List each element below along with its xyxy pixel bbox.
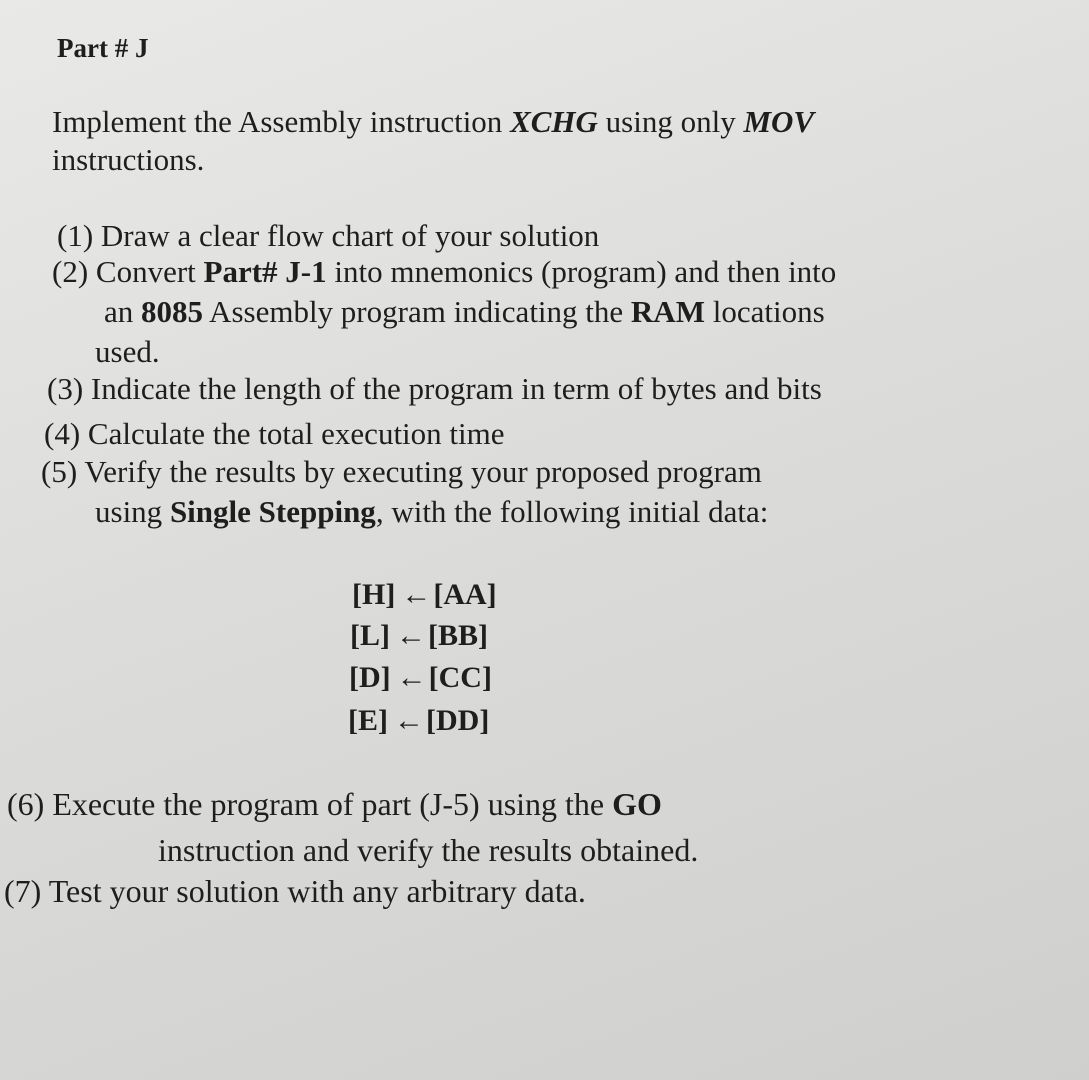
task-7: (7) Test your solution with any arbitrary data. bbox=[4, 873, 586, 909]
register-value: [AA] bbox=[433, 578, 497, 611]
task-1: (1) Draw a clear flow chart of your solution bbox=[57, 218, 600, 253]
task-text: using bbox=[95, 494, 170, 529]
task-2 bbox=[52, 254, 836, 290]
part-title: Part # J bbox=[57, 33, 149, 63]
left-arrow-icon: ← bbox=[396, 619, 426, 652]
xchg-term: XCHG bbox=[510, 104, 598, 139]
register-value: [CC] bbox=[428, 661, 492, 694]
register-assignment bbox=[352, 577, 497, 613]
task-2-continued bbox=[104, 294, 825, 330]
task-text: into mnemonics (program) and then into bbox=[326, 254, 837, 289]
task-5: (5) Verify the results by executing your proposed program bbox=[41, 454, 762, 489]
task-text: , with the following initial data: bbox=[375, 494, 769, 529]
task-2-end: used. bbox=[95, 334, 160, 369]
left-arrow-icon: ← bbox=[401, 578, 432, 611]
task-4: (4) Calculate the total execution time bbox=[44, 416, 505, 451]
register-name: [E] bbox=[348, 704, 388, 737]
mov-term: MOV bbox=[743, 104, 815, 139]
processor-term: 8085 bbox=[141, 294, 204, 329]
left-arrow-icon: ← bbox=[396, 661, 427, 694]
task-6 bbox=[7, 786, 662, 822]
intro-text: Implement the Assembly instruction bbox=[52, 104, 511, 139]
left-arrow-icon: ← bbox=[394, 704, 424, 737]
register-name: [D] bbox=[349, 661, 391, 694]
task-text: an bbox=[104, 294, 142, 329]
register-assignment bbox=[348, 703, 489, 739]
task-text: locations bbox=[704, 294, 825, 329]
register-value: [DD] bbox=[426, 704, 490, 737]
register-name: [L] bbox=[350, 619, 390, 652]
task-text: (2) Convert bbox=[52, 254, 204, 289]
task-6-continued: instruction and verify the results obtained. bbox=[158, 832, 699, 868]
part-ref: Part# J-1 bbox=[203, 254, 327, 289]
task-text: Assembly program indicating the bbox=[203, 294, 631, 329]
single-stepping-term: Single Stepping bbox=[169, 494, 376, 529]
ram-term: RAM bbox=[630, 294, 705, 329]
go-term: GO bbox=[612, 786, 662, 822]
register-name: [H] bbox=[352, 578, 396, 611]
register-value: [BB] bbox=[428, 619, 488, 652]
intro-line-2: instructions. bbox=[52, 142, 205, 177]
intro-line-1 bbox=[52, 104, 814, 140]
register-assignment bbox=[349, 660, 492, 696]
task-5-continued bbox=[95, 494, 768, 530]
task-3: (3) Indicate the length of the program in term of bytes and bits bbox=[47, 371, 822, 406]
task-text: (6) Execute the program of part (J-5) using the bbox=[7, 786, 613, 822]
register-assignment bbox=[350, 618, 488, 654]
intro-text: using only bbox=[597, 104, 744, 139]
